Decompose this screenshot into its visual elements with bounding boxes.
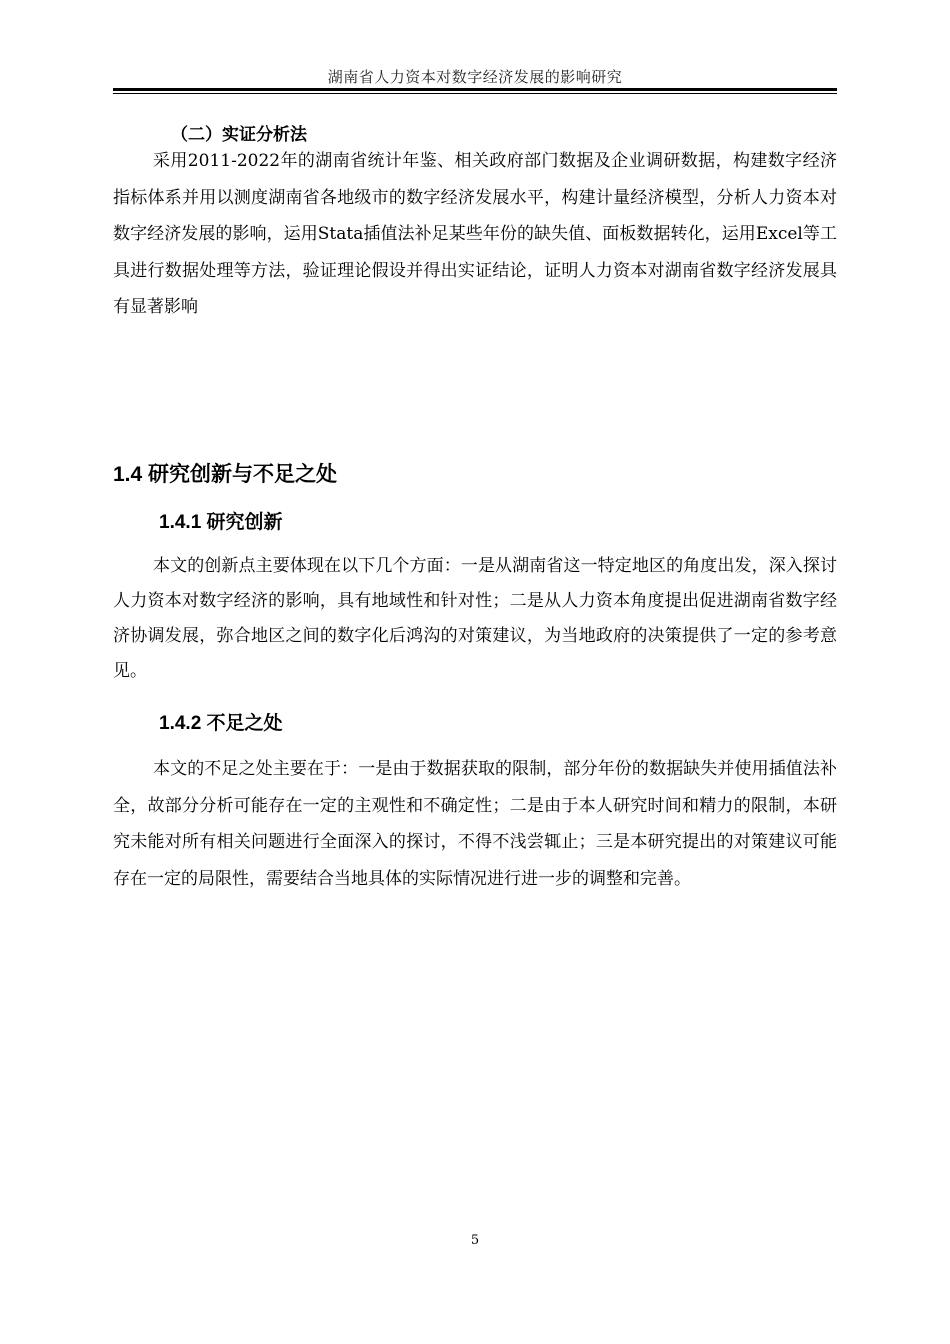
empirical-method-paragraph: 采用2011-2022年的湖南省统计年鉴、相关政府部门数据及企业调研数据，构建数字经济指标体系并用以测度湖南省各地级市的数字经济发展水平，构建计量经济模型，分析人力资本对数字经济发展的影响，运用Stata插值法补足某些年份的缺失值、面板数据转化，运用Excel等工具进行数据处理等方法，验证理论假设并得出实证结论，证明人力资本对湖南省数字经济发展具有显著影响 xyxy=(113,151,837,317)
section-1-4-1-heading: 1.4.1 研究创新 xyxy=(159,512,283,533)
section-1-4-2-heading: 1.4.2 不足之处 xyxy=(159,713,283,734)
running-header-title: 湖南省人力资本对数字经济发展的影响研究 xyxy=(327,68,623,86)
header-rule-thick xyxy=(113,88,837,91)
section-1-4-heading: 1.4 研究创新与不足之处 xyxy=(113,463,338,486)
shortcomings-paragraph: 本文的不足之处主要在于：一是由于数据获取的限制，部分年份的数据缺失并使用插值法补全，故部分分析可能存在一定的主观性和不确定性；二是由于本人研究时间和精力的限制，本研究未能对所有相关问题进行全面深入的探讨，不得不浅尝辄止；三是本研究提出的对策建议可能存在一定的局限性，需要结合当地具体的实际情况进行进一步的调整和完善。 xyxy=(113,759,837,889)
empirical-method-heading: （二）实证分析法 xyxy=(171,125,307,145)
header-rule-thin xyxy=(113,93,837,94)
page-number: 5 xyxy=(470,1233,480,1248)
innovation-paragraph: 本文的创新点主要体现在以下几个方面：一是从湖南省这一特定地区的角度出发，深入探讨人力资本对数字经济的影响，具有地域性和针对性；二是从人力资本角度提出促进湖南省数字经济协调发展，弥合地区之间的数字化后鸿沟的对策建议，为当地政府的决策提供了一定的参考意见。 xyxy=(113,556,837,681)
